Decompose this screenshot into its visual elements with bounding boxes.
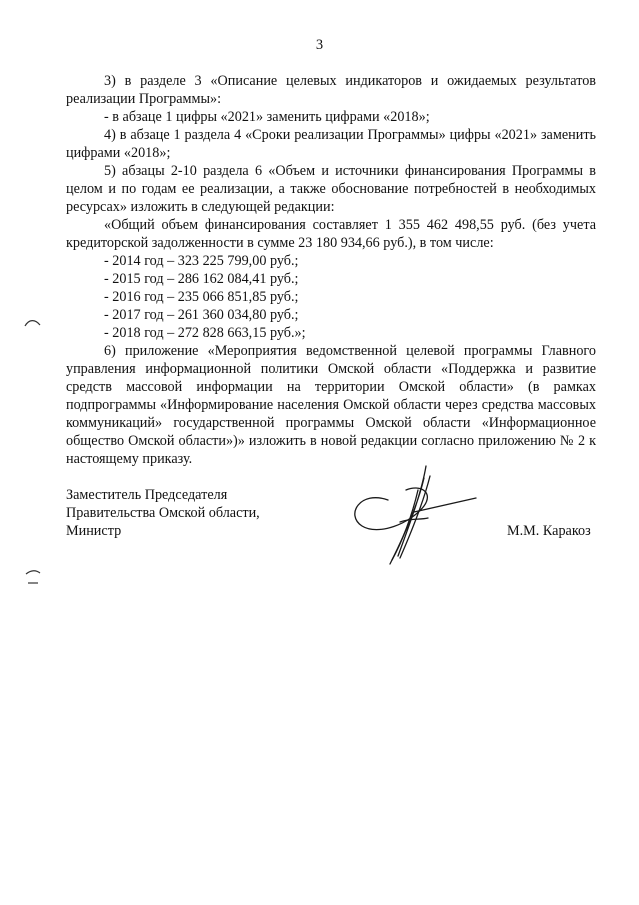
paragraph-appendix: 6) приложение «Мероприятия ведомственной целевой программы Главного управления информационной политики Омской области «Поддержка и развитие средств массовой информации на территории Омской области» (в рамках подпрограммы «Информирование населения Омской области через средства массовых коммуникаций» государственной программы Омской области «Информационное общество Омской области»)» изложить в новой редакции согласно приложению № 2 к настоящему приказу. (66, 343, 596, 467)
paragraph-abzac1: - в абзаце 1 цифры «2021» заменить цифрами «2018»; (104, 109, 430, 125)
handwritten-signature (340, 460, 480, 570)
funding-year-2015: - 2015 год – 286 162 084,41 руб.; (104, 271, 299, 287)
document-body (66, 72, 596, 468)
funding-year-2014: - 2014 год – 323 225 799,00 руб.; (104, 253, 299, 269)
signatory-title (66, 486, 260, 540)
funding-year-2016: - 2016 год – 235 066 851,85 руб.; (104, 289, 299, 305)
signatory-name: М.М. Каракоз (507, 523, 591, 539)
paragraph-section4: 4) в абзаце 1 раздела 4 «Сроки реализации Программы» цифры «2021» заменить цифрами «2018»; (66, 127, 596, 161)
paragraph-total-funding: «Общий объем финансирования составляет 1 355 462 498,55 руб. (без учета кредиторской задолженности в сумме 23 180 934,66 руб.), в том числе: (66, 217, 596, 251)
page-number: 3 (315, 37, 324, 53)
margin-mark-icon (22, 566, 44, 588)
signatory-title-line2: Правительства Омской области, (66, 505, 260, 521)
paragraph-section6: 5) абзацы 2-10 раздела 6 «Объем и источники финансирования Программы в целом и по годам ее реализации, а также обоснование потребностей в необходимых ресурсах» изложить в следующей редакции: (66, 163, 596, 215)
margin-mark-icon (22, 316, 44, 328)
signatory-title-line1: Заместитель Председателя (66, 487, 228, 503)
paragraph-section3: 3) в разделе 3 «Описание целевых индикаторов и ожидаемых результатов реализации Программы»: (66, 73, 596, 107)
signatory-title-line3: Министр (66, 523, 122, 539)
funding-year-2017: - 2017 год – 261 360 034,80 руб.; (104, 307, 299, 323)
funding-year-2018: - 2018 год – 272 828 663,15 руб.»; (104, 325, 306, 341)
